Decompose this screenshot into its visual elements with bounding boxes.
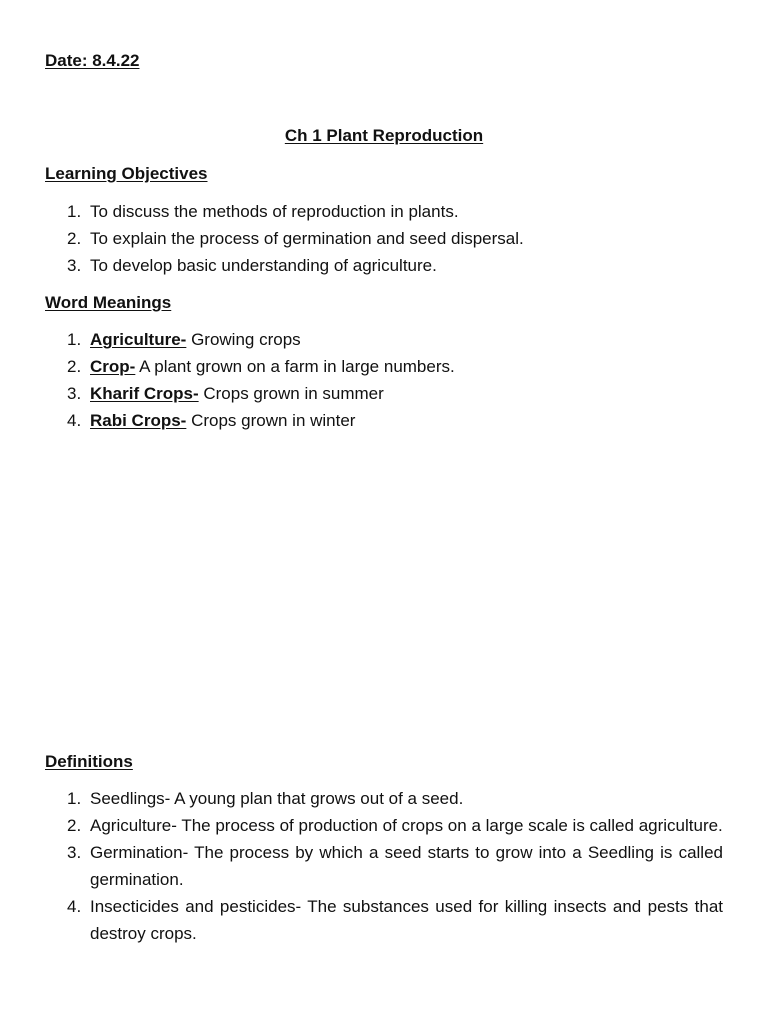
list-item-text: To discuss the methods of reproduction in plants. — [90, 202, 459, 221]
list-item-number: 4. — [67, 411, 82, 430]
word-term: Agriculture- — [90, 330, 187, 349]
list-item — [45, 812, 723, 839]
list-item-number: 3. — [67, 384, 82, 403]
date-label: Date: 8.4.22 — [45, 51, 140, 70]
word-term: Rabi Crops- — [90, 411, 187, 430]
list-item-text: To explain the process of germination and seed dispersal. — [90, 229, 524, 248]
learning-objectives-heading: Learning Objectives — [45, 164, 208, 183]
list-item — [45, 893, 723, 947]
list-item-number: 1. — [67, 789, 82, 808]
list-item-text: Germination- The process by which a seed starts to grow into a Seedling is called germination. — [90, 843, 723, 889]
word-meanings-heading: Word Meanings — [45, 293, 172, 312]
list-item-number: 3. — [67, 256, 82, 275]
word-term: Crop- — [90, 357, 136, 376]
list-item — [45, 198, 723, 225]
word-meaning: A plant grown on a farm in large numbers. — [135, 357, 455, 376]
word-meaning: Growing crops — [186, 330, 301, 349]
page-title — [0, 122, 768, 149]
list-item — [45, 839, 723, 893]
list-item — [45, 353, 723, 380]
list-item — [45, 252, 723, 279]
page-title-text: Ch 1 Plant Reproduction — [284, 126, 484, 145]
list-item-number: 2. — [67, 229, 82, 248]
learning-objectives-list — [45, 198, 723, 279]
list-item-text: Agriculture- The process of production of crops on a large scale is called agriculture. — [90, 816, 723, 835]
list-item-text: To develop basic understanding of agriculture. — [90, 256, 437, 275]
list-item-text: Seedlings- A young plan that grows out of a seed. — [90, 789, 464, 808]
list-item — [45, 326, 723, 353]
word-meanings-list — [45, 326, 723, 434]
list-item — [45, 380, 723, 407]
word-meaning: Crops grown in summer — [198, 384, 384, 403]
list-item-number: 2. — [67, 816, 82, 835]
word-term: Kharif Crops- — [90, 384, 199, 403]
list-item — [45, 225, 723, 252]
word-meaning: Crops grown in winter — [186, 411, 356, 430]
list-item-number: 4. — [67, 897, 82, 916]
list-item-number: 2. — [67, 357, 82, 376]
list-item-number: 1. — [67, 330, 82, 349]
list-item-number: 1. — [67, 202, 82, 221]
definitions-heading: Definitions — [45, 752, 133, 771]
list-item — [45, 407, 723, 434]
definitions-list — [45, 785, 723, 947]
list-item-number: 3. — [67, 843, 82, 862]
list-item — [45, 785, 723, 812]
list-item-text: Insecticides and pesticides- The substances used for killing insects and pests that destroy crops. — [90, 897, 723, 943]
